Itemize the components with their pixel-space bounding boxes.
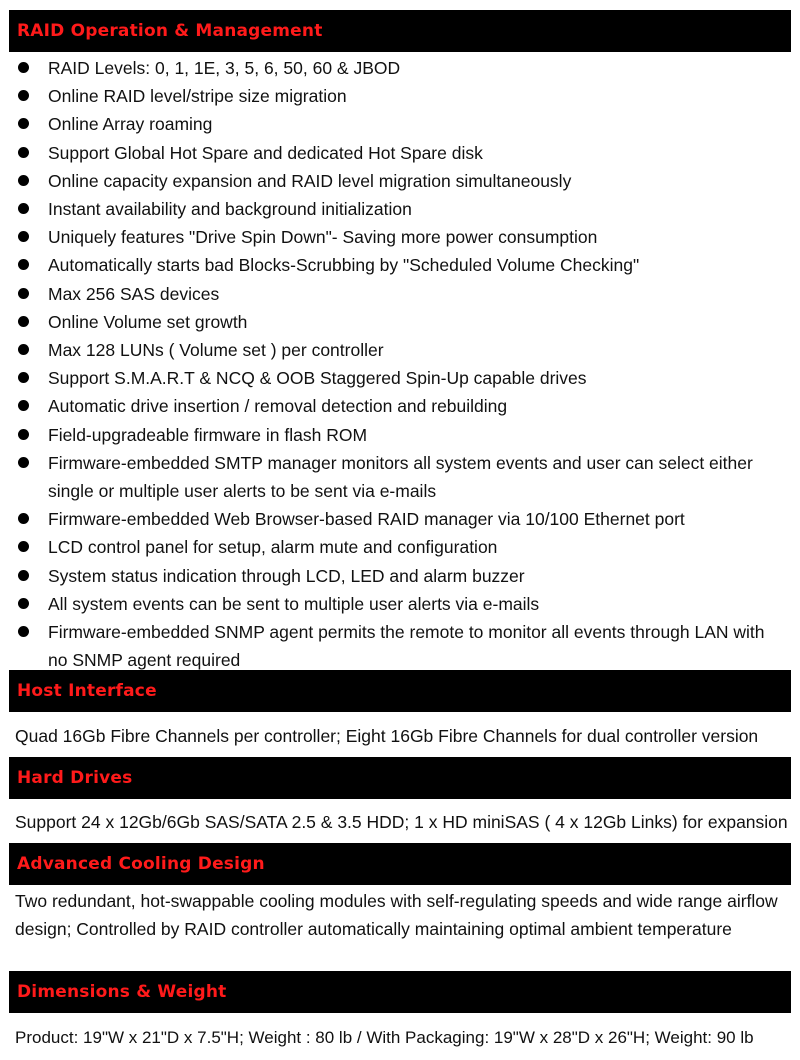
cooling-text: Two redundant, hot-swappable cooling modules with self-regulating speeds and wide range airflow design; Controlled by RAID controller automatically maintaining optimal ambient temperature — [15, 891, 778, 940]
section-header-drives — [9, 757, 791, 799]
list-item: All system events can be sent to multiple user alerts via e-mails — [0, 590, 800, 618]
section-header-cooling — [9, 843, 791, 885]
list-item: Field-upgradeable firmware in flash ROM — [0, 421, 800, 449]
list-item: RAID Levels: 0, 1, 1E, 3, 5, 6, 50, 60 & JBOD — [0, 54, 800, 82]
bullet-icon — [18, 344, 29, 355]
bullet-icon — [18, 598, 29, 609]
bullet-icon — [18, 90, 29, 101]
bullet-icon — [18, 513, 29, 524]
list-item: Automatic drive insertion / removal detection and rebuilding — [0, 392, 800, 420]
bullet-icon — [18, 457, 29, 468]
list-item: Max 128 LUNs ( Volume set ) per controller — [0, 336, 800, 364]
list-item: Support S.M.A.R.T & NCQ & OOB Staggered Spin-Up capable drives — [0, 364, 800, 392]
bullet-icon — [18, 316, 29, 327]
bullet-icon — [18, 203, 29, 214]
section-title-host: Host Interface — [17, 681, 157, 701]
section-header-host — [9, 670, 791, 712]
list-item: Online Volume set growth — [0, 308, 800, 336]
bullet-icon — [18, 118, 29, 129]
bullet-icon — [18, 147, 29, 158]
list-item: Online Array roaming — [0, 110, 800, 138]
host-interface-text: Quad 16Gb Fibre Channels per controller; Eight 16Gb Fibre Channels for dual controller version — [15, 726, 759, 746]
list-item: System status indication through LCD, LED and alarm buzzer — [0, 562, 800, 590]
list-item: Firmware-embedded Web Browser-based RAID manager via 10/100 Ethernet port — [0, 505, 800, 533]
list-item: Firmware-embedded SNMP agent permits the remote to monitor all events through LAN with no SNMP agent required — [0, 618, 800, 674]
list-item: Online capacity expansion and RAID level migration simultaneously — [0, 167, 800, 195]
section-title-cooling: Advanced Cooling Design — [17, 854, 265, 874]
section-title-drives: Hard Drives — [17, 768, 133, 788]
bullet-icon — [18, 259, 29, 270]
bullet-icon — [18, 570, 29, 581]
list-item: Firmware-embedded SMTP manager monitors all system events and user can select either single or multiple user alerts to be sent via e-mails — [0, 449, 800, 505]
bullet-icon — [18, 626, 29, 637]
list-item: Instant availability and background initialization — [0, 195, 800, 223]
list-item: Support Global Hot Spare and dedicated Hot Spare disk — [0, 139, 800, 167]
list-item: Automatically starts bad Blocks-Scrubbing by "Scheduled Volume Checking" — [0, 251, 800, 279]
section-title-dimensions: Dimensions & Weight — [17, 982, 227, 1002]
bullet-icon — [18, 175, 29, 186]
hard-drives-text: Support 24 x 12Gb/6Gb SAS/SATA 2.5 & 3.5 HDD; 1 x HD miniSAS ( 4 x 12Gb Links) for expansion — [15, 812, 788, 832]
bullet-icon — [18, 372, 29, 383]
bullet-icon — [18, 429, 29, 440]
list-item: LCD control panel for setup, alarm mute and configuration — [0, 533, 800, 561]
dimensions-text: Product: 19"W x 21"D x 7.5"H; Weight : 80 lb / With Packaging: 19"W x 28"D x 26"H; Weight: 90 lb — [15, 1028, 754, 1047]
bullet-icon — [18, 400, 29, 411]
raid-feature-list — [0, 54, 800, 674]
bullet-icon — [18, 288, 29, 299]
list-item: Online RAID level/stripe size migration — [0, 82, 800, 110]
list-item: Max 256 SAS devices — [0, 280, 800, 308]
section-title-raid: RAID Operation & Management — [17, 21, 323, 41]
list-item: Uniquely features "Drive Spin Down"- Saving more power consumption — [0, 223, 800, 251]
bullet-icon — [18, 231, 29, 242]
section-header-dimensions — [9, 971, 791, 1013]
bullet-icon — [18, 541, 29, 552]
bullet-icon — [18, 62, 29, 73]
section-header-raid — [9, 10, 791, 52]
